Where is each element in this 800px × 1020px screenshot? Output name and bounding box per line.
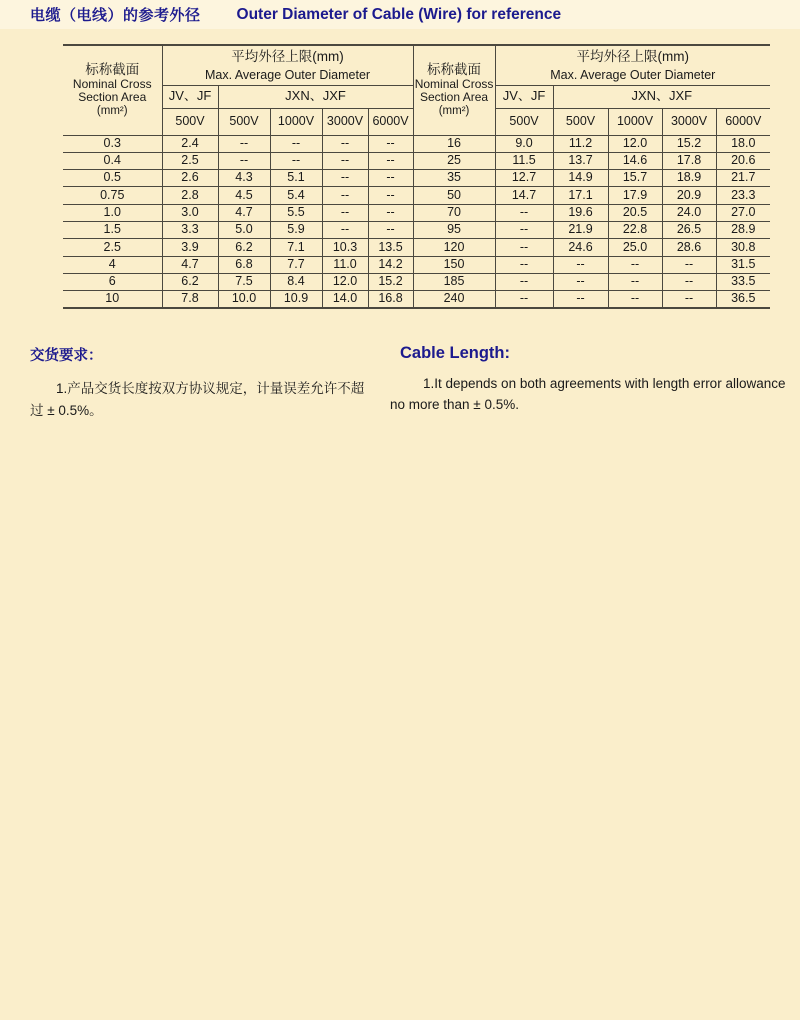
diameter-cell: 3.9	[162, 239, 218, 256]
diameter-cell: 5.5	[270, 204, 322, 221]
diameter-cell: 17.8	[662, 152, 716, 169]
delivery-note-zh-line1: 1.产品交货长度按双方协议规定，计量误差允许不超	[56, 380, 365, 396]
voltage-header: 500V	[553, 108, 608, 135]
diameter-cell: 6.2	[162, 273, 218, 290]
voltage-header: 500V	[162, 108, 218, 135]
nominal-en2: Section Area	[78, 90, 147, 105]
diameter-cell: --	[553, 256, 608, 273]
nominal-cross-section-header-left	[63, 45, 162, 135]
diameter-cell: 27.0	[716, 204, 770, 221]
nominal-en1: Nominal Cross	[414, 77, 494, 92]
nominal-en1: Nominal Cross	[72, 77, 152, 92]
table-row	[63, 204, 770, 221]
diameter-cell: 5.1	[270, 170, 322, 187]
cross-section-cell: 35	[413, 170, 495, 187]
diameter-cell: --	[608, 256, 662, 273]
voltage-header: 500V	[495, 108, 553, 135]
diameter-cell: 12.7	[495, 170, 553, 187]
nominal-en2: Section Area	[420, 90, 489, 105]
diameter-cell: 8.4	[270, 273, 322, 290]
diameter-cell: 20.6	[716, 152, 770, 169]
cross-section-cell: 6	[63, 273, 162, 290]
diameter-cell: 25.0	[608, 239, 662, 256]
table-row	[63, 291, 770, 308]
group-en: Max. Average Outer Diameter	[550, 67, 716, 82]
diameter-cell: 17.1	[553, 187, 608, 204]
diameter-cell: 4.7	[218, 204, 270, 221]
cross-section-cell: 1.0	[63, 204, 162, 221]
table-body	[63, 135, 770, 308]
cable-length-heading: Cable Length:	[400, 343, 510, 362]
diameter-cell: 6.8	[218, 256, 270, 273]
group-en: Max. Average Outer Diameter	[204, 67, 371, 82]
diameter-cell: 11.5	[495, 152, 553, 169]
series-jx-header-left: JXN、JXF	[218, 85, 413, 108]
diameter-cell: 7.5	[218, 273, 270, 290]
diameter-cell: 19.6	[553, 204, 608, 221]
diameter-cell: --	[553, 273, 608, 290]
cable-length-note-en	[385, 344, 800, 422]
nominal-zh: 标称截面	[427, 62, 482, 78]
cross-section-cell: 2.5	[63, 239, 162, 256]
diameter-cell: 20.5	[608, 204, 662, 221]
diameter-cell: --	[608, 291, 662, 308]
diameter-cell: --	[495, 204, 553, 221]
cross-section-cell: 185	[413, 273, 495, 290]
diameter-cell: 10.3	[322, 239, 368, 256]
delivery-notes	[0, 344, 800, 422]
nominal-unit: (mm²)	[96, 104, 128, 117]
diameter-cell: 16.8	[368, 291, 413, 308]
diameter-cell: --	[322, 204, 368, 221]
diameter-cell: --	[553, 291, 608, 308]
diameter-cell: 14.6	[608, 152, 662, 169]
diameter-cell: --	[662, 273, 716, 290]
diameter-cell: 3.0	[162, 204, 218, 221]
voltage-header: 3000V	[322, 108, 368, 135]
diameter-cell: --	[495, 221, 553, 238]
diameter-cell: --	[368, 152, 413, 169]
diameter-cell: 36.5	[716, 291, 770, 308]
diameter-cell: 31.5	[716, 256, 770, 273]
diameter-cell: 12.0	[608, 135, 662, 152]
diameter-cell: 21.7	[716, 170, 770, 187]
diameter-cell: --	[495, 256, 553, 273]
diameter-cell: 30.8	[716, 239, 770, 256]
diameter-cell: 28.9	[716, 221, 770, 238]
page-title-zh: 电缆（电线）的参考外径	[30, 7, 201, 24]
diameter-cell: 14.0	[322, 291, 368, 308]
group-zh: 平均外径上限(mm)	[576, 48, 690, 64]
diameter-cell: 24.6	[553, 239, 608, 256]
cross-section-cell: 120	[413, 239, 495, 256]
diameter-cell: 7.1	[270, 239, 322, 256]
diameter-cell: --	[495, 239, 553, 256]
cable-length-line1: 1.It depends on both agreements with length error allowance	[423, 375, 786, 391]
diameter-cell: 5.0	[218, 221, 270, 238]
diameter-cell: 28.6	[662, 239, 716, 256]
diameter-cell: --	[662, 291, 716, 308]
cross-section-cell: 0.4	[63, 152, 162, 169]
table-row	[63, 135, 770, 152]
diameter-cell: --	[368, 170, 413, 187]
diameter-cell: 14.7	[495, 187, 553, 204]
diameter-cell: --	[322, 152, 368, 169]
diameter-cell: --	[368, 187, 413, 204]
diameter-cell: 33.5	[716, 273, 770, 290]
diameter-cell: 3.3	[162, 221, 218, 238]
cross-section-cell: 95	[413, 221, 495, 238]
diameter-cell: 2.8	[162, 187, 218, 204]
diameter-cell: 17.9	[608, 187, 662, 204]
cross-section-cell: 4	[63, 256, 162, 273]
voltage-header: 500V	[218, 108, 270, 135]
diameter-cell: 5.4	[270, 187, 322, 204]
group-zh: 平均外径上限(mm)	[231, 48, 344, 64]
nominal-zh: 标称截面	[85, 62, 140, 78]
diameter-cell: 18.9	[662, 170, 716, 187]
voltage-header: 1000V	[270, 108, 322, 135]
diameter-cell: 15.2	[662, 135, 716, 152]
diameter-cell: --	[270, 152, 322, 169]
cross-section-cell: 0.3	[63, 135, 162, 152]
table-row	[63, 273, 770, 290]
page-title	[0, 0, 800, 29]
diameter-cell: 13.7	[553, 152, 608, 169]
diameter-cell: 10.0	[218, 291, 270, 308]
cable-outer-diameter-table	[63, 44, 770, 309]
cross-section-cell: 0.75	[63, 187, 162, 204]
voltage-header: 1000V	[608, 108, 662, 135]
nominal-cross-section-header-right	[413, 45, 495, 135]
diameter-cell: 7.7	[270, 256, 322, 273]
diameter-cell: 26.5	[662, 221, 716, 238]
delivery-note-zh-heading: 交货要求：	[30, 347, 103, 364]
diameter-cell: 21.9	[553, 221, 608, 238]
table-row	[63, 187, 770, 204]
diameter-cell: 14.2	[368, 256, 413, 273]
diameter-cell: --	[270, 135, 322, 152]
diameter-cell: 2.6	[162, 170, 218, 187]
diameter-cell: --	[322, 135, 368, 152]
diameter-cell: 6.2	[218, 239, 270, 256]
diameter-cell: 11.0	[322, 256, 368, 273]
cross-section-cell: 240	[413, 291, 495, 308]
cross-section-cell: 0.5	[63, 170, 162, 187]
series-jv-header-left: JV、JF	[162, 85, 218, 108]
diameter-cell: 24.0	[662, 204, 716, 221]
diameter-cell: 5.9	[270, 221, 322, 238]
diameter-cell: --	[322, 221, 368, 238]
diameter-cell: 11.2	[553, 135, 608, 152]
series-jx-header-right: JXN、JXF	[553, 85, 770, 108]
diameter-cell: 15.7	[608, 170, 662, 187]
delivery-note-zh-line2: 过 ± 0.5%。	[30, 402, 103, 418]
diameter-cell: 15.2	[368, 273, 413, 290]
table-row	[63, 170, 770, 187]
delivery-note-zh	[0, 344, 385, 422]
table-row	[63, 239, 770, 256]
diameter-cell: 4.3	[218, 170, 270, 187]
max-avg-diameter-header-right	[495, 45, 770, 85]
diameter-cell: 13.5	[368, 239, 413, 256]
cross-section-cell: 1.5	[63, 221, 162, 238]
diameter-cell: 18.0	[716, 135, 770, 152]
diameter-cell: --	[662, 256, 716, 273]
diameter-cell: --	[608, 273, 662, 290]
diameter-cell: 22.8	[608, 221, 662, 238]
page-title-en: Outer Diameter of Cable (Wire) for reference	[236, 5, 562, 23]
diameter-cell: 2.4	[162, 135, 218, 152]
diameter-cell: --	[368, 135, 413, 152]
cross-section-cell: 25	[413, 152, 495, 169]
cross-section-cell: 150	[413, 256, 495, 273]
voltage-header: 6000V	[368, 108, 413, 135]
cable-length-line2: no more than ± 0.5%.	[390, 396, 519, 412]
cross-section-cell: 16	[413, 135, 495, 152]
diameter-cell: --	[368, 221, 413, 238]
diameter-cell: --	[218, 152, 270, 169]
table-row	[63, 152, 770, 169]
table-row	[63, 221, 770, 238]
nominal-unit: (mm²)	[438, 104, 470, 117]
diameter-cell: --	[368, 204, 413, 221]
diameter-cell: 4.5	[218, 187, 270, 204]
diameter-cell: 9.0	[495, 135, 553, 152]
cross-section-cell: 10	[63, 291, 162, 308]
diameter-cell: --	[322, 187, 368, 204]
diameter-cell: --	[322, 170, 368, 187]
diameter-cell: 14.9	[553, 170, 608, 187]
voltage-header: 6000V	[716, 108, 770, 135]
table-row	[63, 256, 770, 273]
diameter-cell: 2.5	[162, 152, 218, 169]
diameter-cell: --	[218, 135, 270, 152]
diameter-cell: --	[495, 273, 553, 290]
diameter-cell: 4.7	[162, 256, 218, 273]
diameter-cell: 7.8	[162, 291, 218, 308]
diameter-cell: 10.9	[270, 291, 322, 308]
diameter-cell: --	[495, 291, 553, 308]
voltage-header: 3000V	[662, 108, 716, 135]
cross-section-cell: 50	[413, 187, 495, 204]
series-jv-header-right: JV、JF	[495, 85, 553, 108]
diameter-cell: 20.9	[662, 187, 716, 204]
max-avg-diameter-header-left	[162, 45, 413, 85]
cross-section-cell: 70	[413, 204, 495, 221]
diameter-cell: 23.3	[716, 187, 770, 204]
diameter-cell: 12.0	[322, 273, 368, 290]
